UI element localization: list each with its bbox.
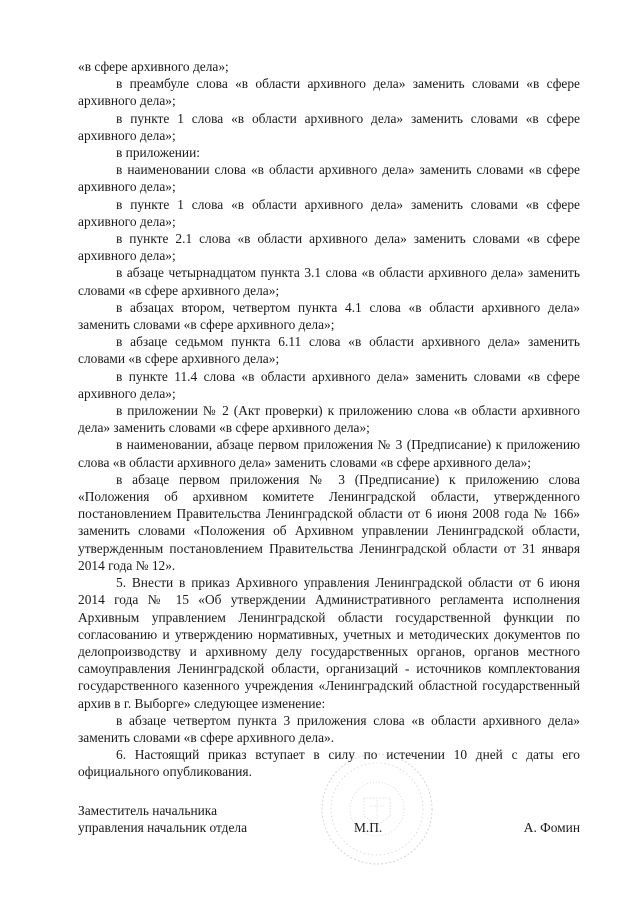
paragraph: в преамбуле слова «в области архивного дела» заменить словами «в сфере архивного дела»; [78, 76, 580, 109]
document-body [78, 58, 580, 781]
signatory-title-line: управления начальник отдела [78, 820, 248, 836]
paragraph: 6. Настоящий приказ вступает в силу по истечении 10 дней с даты его официального опубликования. [78, 747, 580, 780]
paragraph: 5. Внести в приказ Архивного управления Ленинградской области от 6 июня 2014 года № 15 «Об утверждении Административного регламента исполнения Архивным управлением Ленинградской области государственной функции по согласованию и утверждению нормативных, учетных и методических документов по делопроизводству и архивному делу государственных органов, органов местного самоуправления Ленинградской области, организаций - источников комплектования государственного казенного учреждения «Ленинградский областной государственный архив в г. Выборге» следующее изменение: [78, 575, 580, 711]
paragraph: в приложении № 2 (Акт проверки) к приложению слова «в области архивного дела» заменить словами «в сфере архивного дела»; [78, 403, 580, 436]
paragraph: в абзаце первом приложения № 3 (Предписание) к приложению слова «Положения об архивном комитете Ленинградской области, утвержденного постановлением Правительства Ленинградской области от 6 июня 2008 года № 166» заменить словами «Положения об Архивном управлении Ленинградской области, утвержденным постановлением Правительства Ленинградской области от 31 января 2014 года № 12». [78, 471, 580, 573]
paragraph: в пункте 11.4 слова «в области архивного дела» заменить словами «в сфере архивного дела»; [78, 368, 580, 401]
paragraph: в пункте 1 слова «в области архивного дела» заменить словами «в сфере архивного дела»; [78, 110, 580, 143]
signature-block [78, 802, 580, 842]
paragraph: в наименовании слова «в области архивного дела» заменить словами «в сфере архивного дела»; [78, 162, 580, 195]
signatory-name: А. Фомин [523, 820, 580, 835]
paragraph: «в сфере архивного дела»; [78, 59, 229, 74]
paragraph: в пункте 2.1 слова «в области архивного дела» заменить словами «в сфере архивного дела»; [78, 231, 580, 264]
paragraph: в наименовании, абзаце первом приложения № 3 (Предписание) к приложению слова «в области архивного дела» заменить словами «в сфере архивного дела»; [78, 437, 580, 470]
signatory-title [78, 802, 247, 836]
seal-place-mark: М.П. [354, 820, 383, 835]
paragraph: в абзаце седьмом пункта 6.11 слова «в области архивного дела» заменить словами «в сфере архивного дела»; [78, 334, 580, 367]
paragraph: в абзаце четырнадцатом пункта 3.1 слова «в области архивного дела» заменить словами «в сфере архивного дела»; [78, 265, 580, 298]
signatory-title-line: Заместитель начальника [78, 803, 218, 818]
paragraph: в пункте 1 слова «в области архивного дела» заменить словами «в сфере архивного дела»; [78, 196, 580, 229]
paragraph: в абзаце четвертом пункта 3 приложения слова «в области архивного дела» заменить словами «в сфере архивного дела». [78, 712, 580, 745]
paragraph: в абзацах втором, четвертом пункта 4.1 слова «в области архивного дела» заменить словами «в сфере архивного дела»; [78, 299, 580, 333]
paragraph: в приложении: [116, 145, 200, 161]
